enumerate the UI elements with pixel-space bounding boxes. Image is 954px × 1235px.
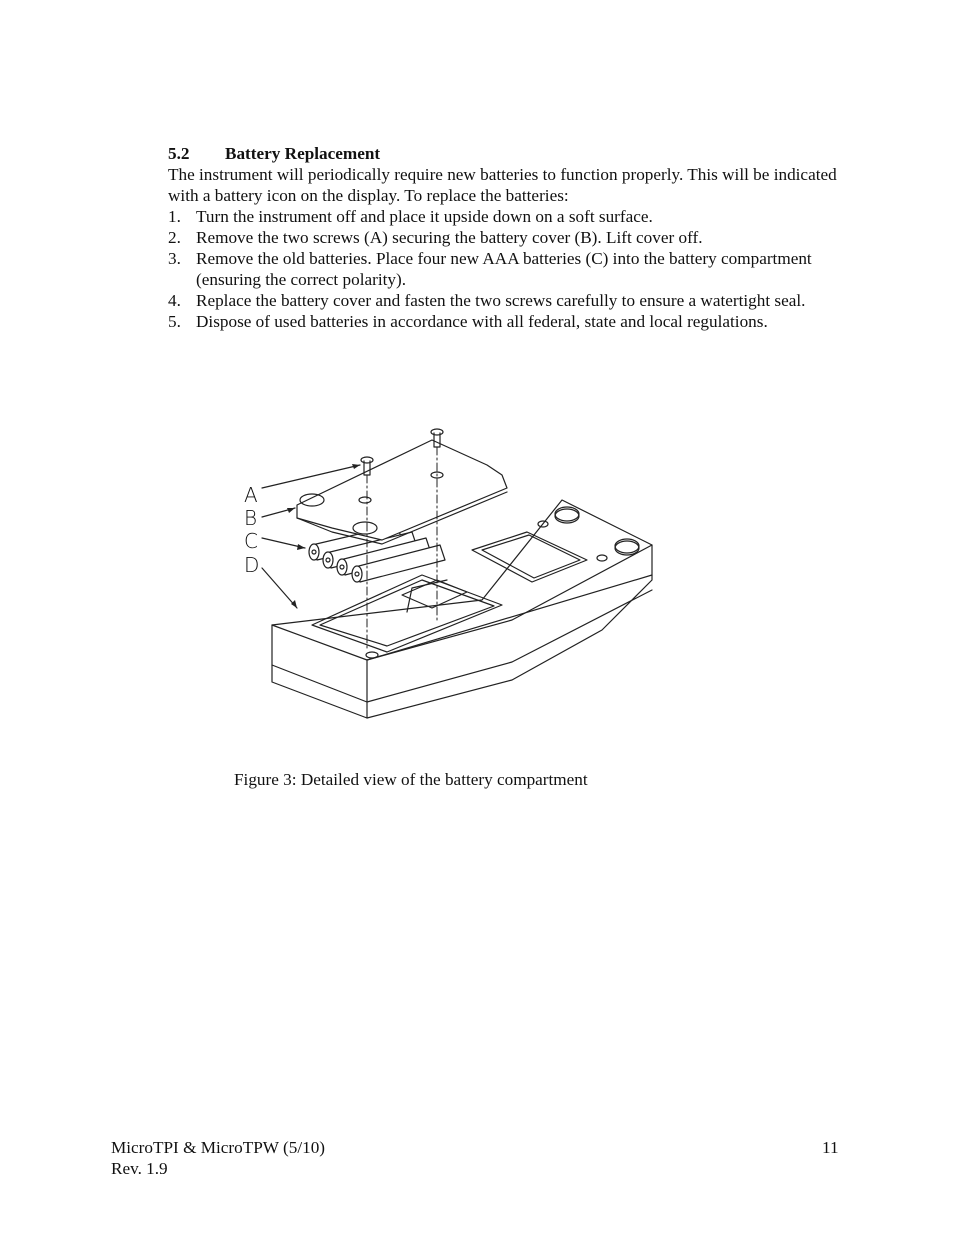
label-a: A [244,483,258,507]
footer-revision: Rev. 1.9 [111,1159,168,1178]
label-d: D [244,553,260,577]
step-text: Turn the instrument off and place it upside down on a soft surface. [196,207,653,226]
step-text: Dispose of used batteries in accordance with all federal, state and local regulations. [196,312,768,331]
figure-caption: Figure 3: Detailed view of the battery compartment [234,770,588,789]
footer-left [111,1137,325,1179]
intro-paragraph: The instrument will periodically require new batteries to function properly. This will be indicated with a battery icon on the display. To replace the batteries: [168,165,837,205]
step-item [168,248,848,290]
step-marker: 4. [168,291,181,310]
steps-list [168,206,848,332]
battery-cover [297,440,507,544]
step-text: Replace the battery cover and fasten the two screws carefully to ensure a watertight seal. [196,291,806,310]
step-marker: 3. [168,249,181,268]
step-text: Remove the two screws (A) securing the battery cover (B). Lift cover off. [196,228,703,247]
label-c: C [244,529,258,553]
instrument-body [272,500,652,718]
step-marker: 5. [168,312,181,331]
label-b: B [244,506,258,530]
section-heading [168,143,848,164]
step-marker: 1. [168,207,181,226]
step-item [168,311,848,332]
step-text: Remove the old batteries. Place four new AAA batteries (C) into the battery compartment (ensuring the correct polarity). [196,249,812,289]
section-number: 5.2 [168,144,190,163]
step-item [168,227,848,248]
footer-doc-title: MicroTPI & MicroTPW (5/10) [111,1138,326,1157]
step-item [168,206,848,227]
section-title: Battery Replacement [225,144,381,163]
step-marker: 2. [168,228,181,247]
page-number: 11 [822,1138,839,1157]
battery-compartment-drawing [232,420,672,730]
battery-replacement-section [168,143,848,332]
step-item [168,290,848,311]
battery-compartment-figure [232,420,672,730]
